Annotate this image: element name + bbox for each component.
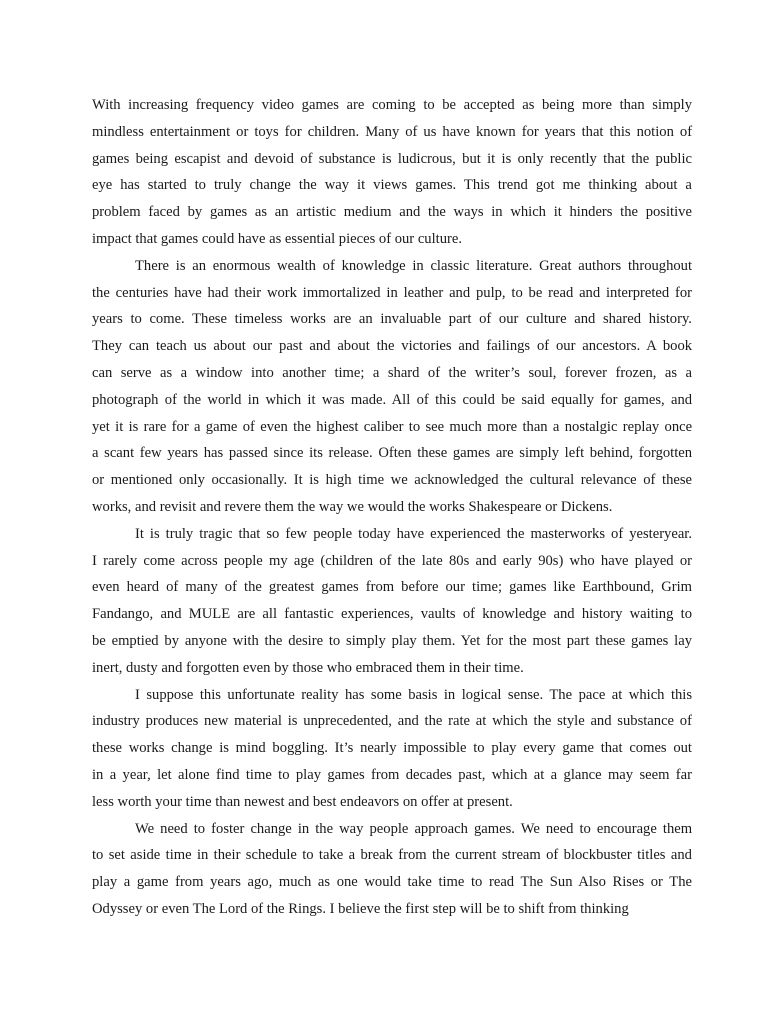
text-line: less worth your time than newest and best endeavors on offer at present. [92, 793, 513, 810]
text-line: play a game from years ago, much as one would take time to read The Sun Also Rises or The [92, 874, 692, 891]
paragraph-first-line: It is truly tragic that so few people today have experienced the masterworks of yesteryear. [135, 525, 693, 542]
text-line: industry produces new material is unprecedented, and the rate at which the style and substance of [92, 713, 692, 730]
text-line: be emptied by anyone with the desire to simply play them. Yet for the most part these games lay [92, 632, 692, 649]
text-line: a scant few years has passed since its release. Often these games are simply left behind, forgotten [92, 445, 693, 462]
text-line: With increasing frequency video games are coming to be accepted as being more than simply [92, 97, 693, 113]
text-line: to set aside time in their schedule to take a break from the current stream of blockbuster titles and [92, 847, 692, 864]
text-line: photograph of the world in which it was made. All of this could be said equally for games, and [92, 391, 693, 408]
text-line: Fandango, and MULE are all fantastic experiences, vaults of knowledge and history waiting to [92, 606, 692, 623]
text-line: years to come. These timeless works are an invaluable part of our culture and shared history. [92, 311, 692, 328]
text-line: eye has started to truly change the way it views games. This trend got me thinking about a [92, 177, 692, 194]
essay-body [92, 92, 692, 923]
text-line: Odyssey or even The Lord of the Rings. I believe the first step will be to shift from thinking [92, 900, 629, 917]
text-line: I rarely come across people my age (children of the late 80s and early 90s) who have played or [92, 552, 692, 569]
paragraph-first-line: I suppose this unfortunate reality has some basis in logical sense. The pace at which this [135, 686, 693, 703]
text-line: games being escapist and devoid of substance is ludicrous, but it is only recently that the public [92, 150, 692, 167]
text-line: works, and revisit and revere them the way we would the works Shakespeare or Dickens. [92, 498, 613, 515]
text-line: can serve as a window into another time; a shard of the writer’s soul, forever frozen, as a [92, 364, 692, 381]
text-line: or mentioned only occasionally. It is high time we acknowledged the cultural relevance of these [92, 472, 692, 489]
text-line: impact that games could have as essential pieces of our culture. [92, 230, 462, 247]
paragraph-first-line: There is an enormous wealth of knowledge in classic literature. Great authors throughout [135, 257, 693, 274]
text-line: problem faced by games as an artistic medium and the ways in which it hinders the positive [92, 204, 692, 221]
paragraph-first-line: We need to foster change in the way people approach games. We need to encourage them [135, 820, 693, 837]
text-line: even heard of many of the greatest games from before our time; games like Earthbound, Grim [92, 579, 692, 596]
text-line: yet it is rare for a game of even the highest caliber to see much more than a nostalgic replay once [92, 418, 693, 435]
text-line: mindless entertainment or toys for children. Many of us have known for years that this notion of [92, 123, 693, 140]
text-line: inert, dusty and forgotten even by those who embraced them in their time. [92, 659, 524, 676]
text-line: the centuries have had their work immortalized in leather and pulp, to be read and interpreted for [92, 284, 693, 301]
text-line: They can teach us about our past and about the victories and failings of our ancestors. A book [92, 338, 693, 355]
text-line: these works change is mind boggling. It’s nearly impossible to play every game that comes out [92, 740, 692, 757]
text-line: in a year, let alone find time to play games from decades past, which at a glance may seem far [92, 766, 692, 783]
